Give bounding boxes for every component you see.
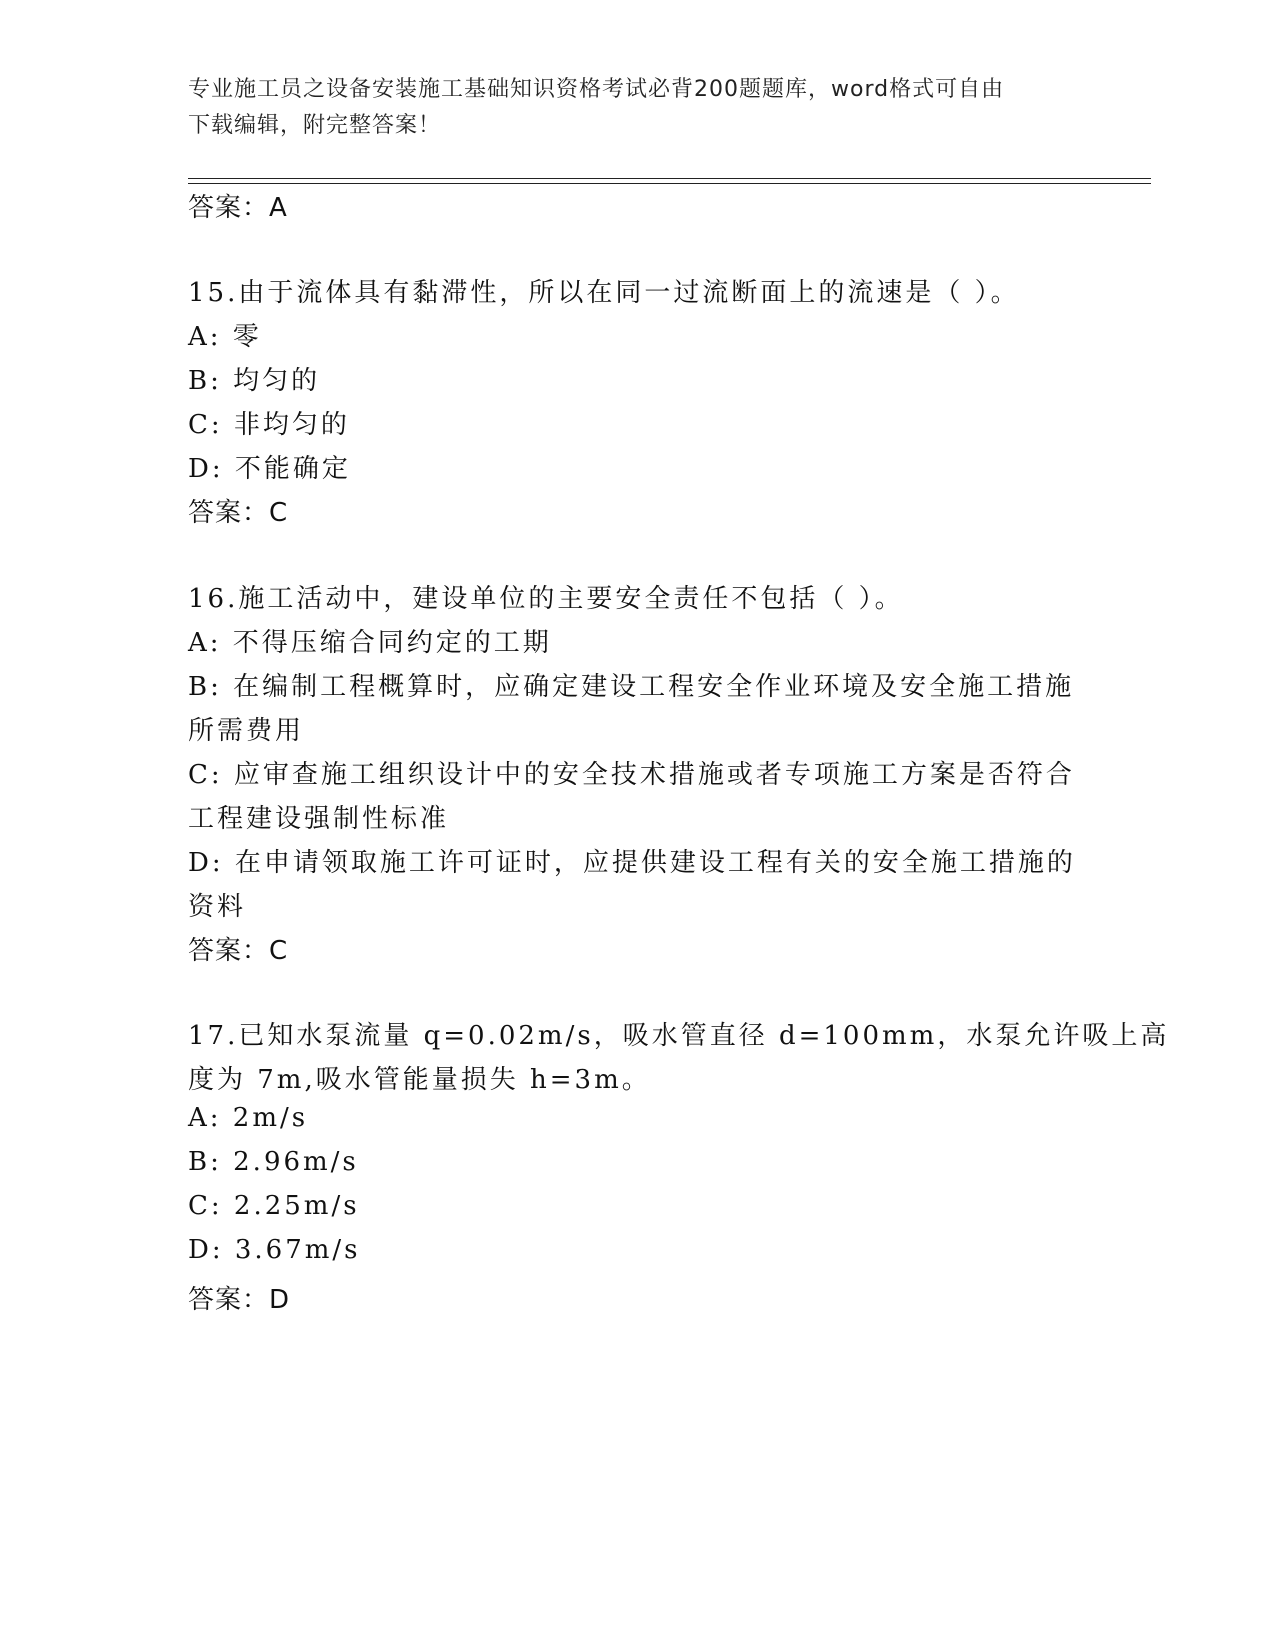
- question-15-option-d: D: 不能确定: [188, 454, 351, 484]
- question-16-option-c-line-1: C: 应审查施工组织设计中的安全技术措施或者专项施工方案是否符合: [188, 760, 1075, 790]
- question-17-option-b: B: 2.96m/s: [188, 1147, 359, 1177]
- question-16-stem: 16.施工活动中，建设单位的主要安全责任不包括（ ）。: [188, 584, 904, 614]
- header-rule-top: [188, 178, 1151, 179]
- question-15-option-a: A: 零: [188, 322, 262, 352]
- question-17-option-a: A: 2m/s: [188, 1103, 309, 1133]
- question-16-option-c-line-2: 工程建设强制性标准: [188, 804, 450, 834]
- question-16-option-d-line-1: D: 在申请领取施工许可证时，应提供建设工程有关的安全施工措施的: [188, 848, 1076, 878]
- question-16-option-b-line-2: 所需费用: [188, 716, 305, 746]
- header-line-2: 下载编辑，附完整答案！: [188, 113, 442, 138]
- question-15-option-c: C: 非均匀的: [188, 410, 350, 440]
- question-17-option-c: C: 2.25m/s: [188, 1191, 360, 1221]
- answer-16: 答案：C: [188, 936, 289, 966]
- answer-17: 答案：D: [188, 1285, 291, 1315]
- answer-14: 答案：A: [188, 193, 288, 223]
- question-17-stem-line-1: 17.已知水泵流量 q=0.02m/s，吸水管直径 d=100mm，水泵允许吸上高: [188, 1021, 1170, 1051]
- question-15-stem: 15.由于流体具有黏滞性，所以在同一过流断面上的流速是（ ）。: [188, 278, 1020, 308]
- header-line-1: 专业施工员之设备安装施工基础知识资格考试必背200题题库，word格式可自由: [188, 77, 1005, 102]
- question-17-option-d: D: 3.67m/s: [188, 1235, 361, 1265]
- header-rule-bottom: [188, 183, 1151, 184]
- answer-15: 答案：C: [188, 498, 289, 528]
- question-16-option-d-line-2: 资料: [188, 892, 247, 922]
- question-16-option-a: A: 不得压缩合同约定的工期: [188, 628, 552, 658]
- document-header: [188, 72, 1088, 144]
- question-16-option-b-line-1: B: 在编制工程概算时，应确定建设工程安全作业环境及安全施工措施: [188, 672, 1075, 702]
- question-17-stem-line-2: 度为 7m,吸水管能量损失 h=3m。: [188, 1065, 651, 1095]
- question-15-option-b: B: 均匀的: [188, 366, 321, 396]
